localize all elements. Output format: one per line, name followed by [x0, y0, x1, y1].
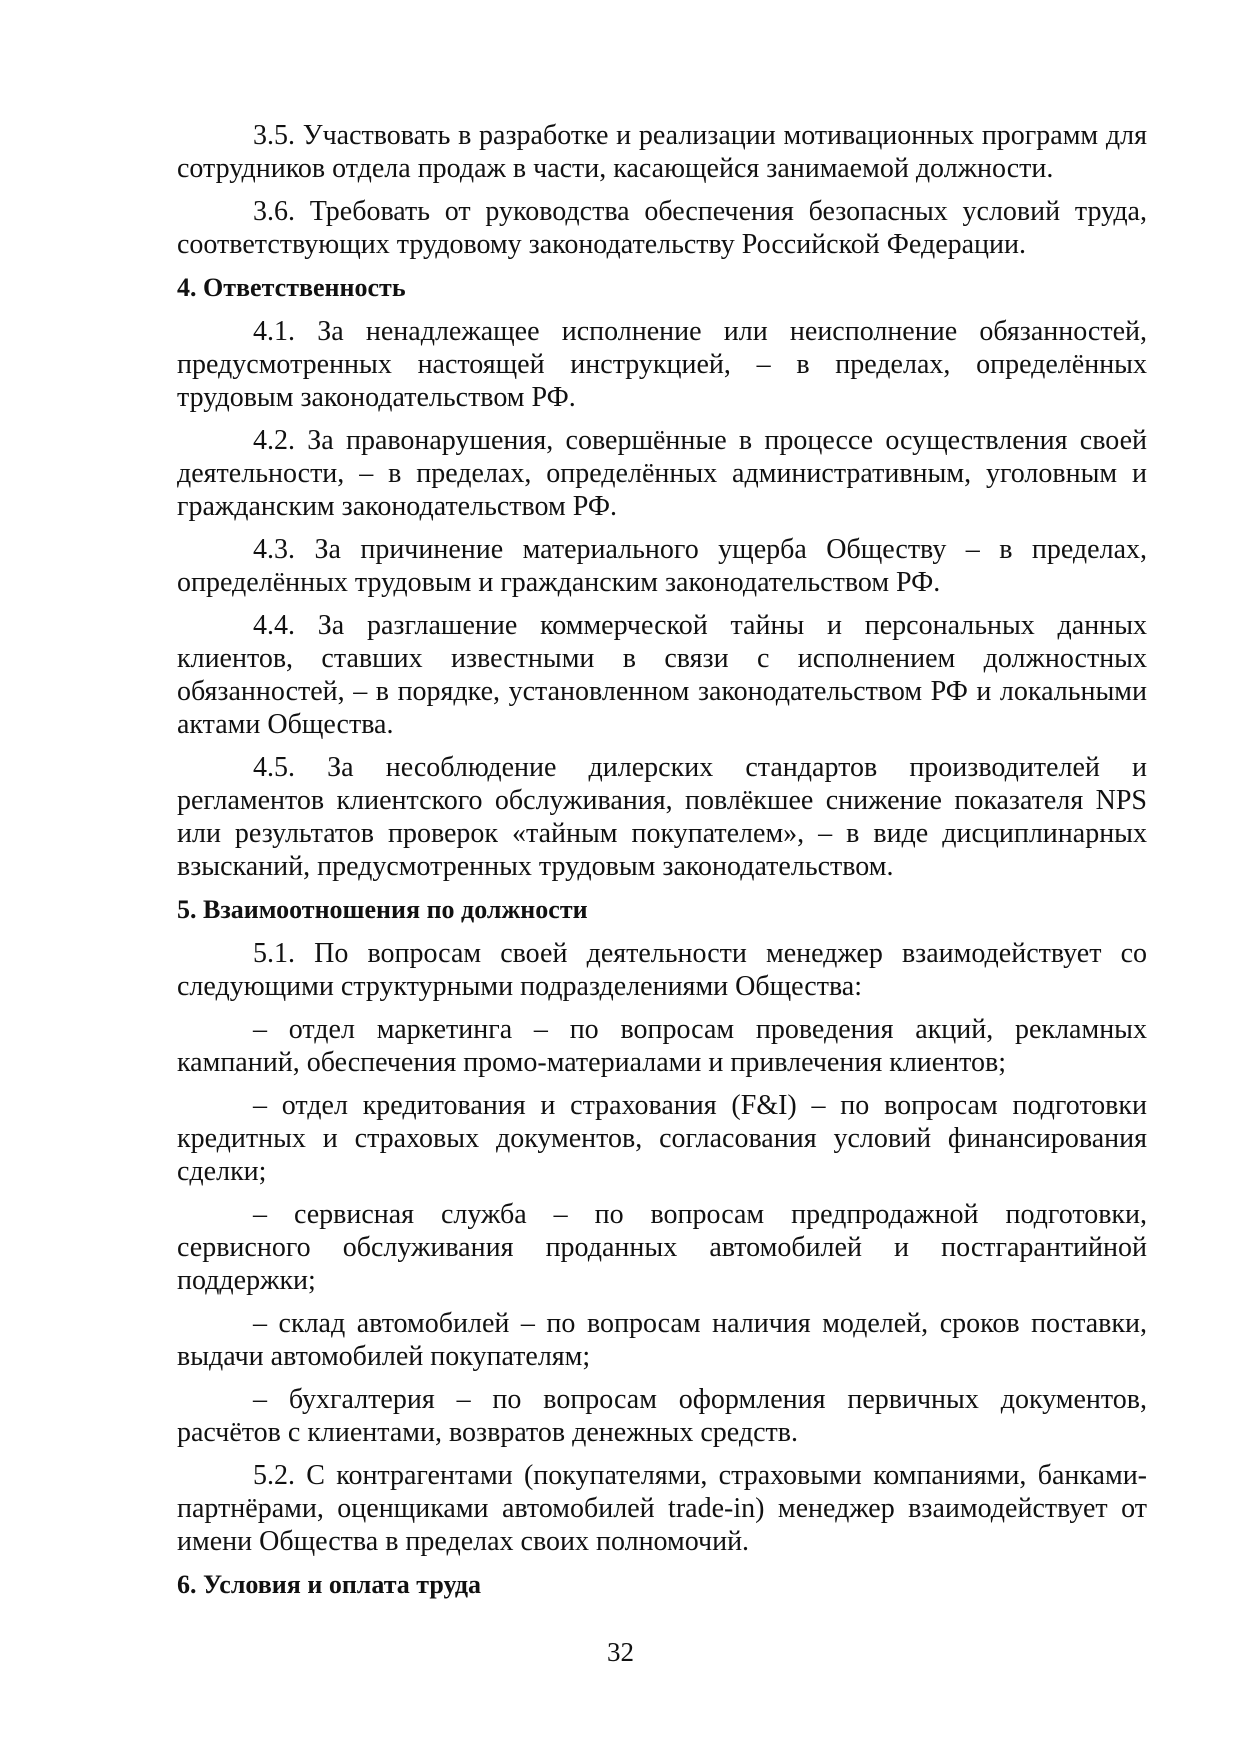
- list-item-service: – сервисная служба – по вопросам предпродажной подготовки, сервисного обслуживания проданных автомобилей и постгарантийной поддержки;: [177, 1199, 1147, 1296]
- section-heading-4: 4. Ответственность: [177, 273, 406, 302]
- section-heading-5: 5. Взаимоотношения по должности: [177, 895, 588, 924]
- list-item-credit-insurance: – отдел кредитования и страхования (F&I) – по вопросам подготовки кредитных и страховых документов, согласования условий финансирования сделки;: [177, 1090, 1147, 1187]
- paragraph-5-1: 5.1. По вопросам своей деятельности менеджер взаимодействует со следующими структурными подразделениями Общества:: [177, 938, 1147, 1002]
- paragraph-5-2: 5.2. С контрагентами (покупателями, страховыми компаниями, банками-партнёрами, оценщиками автомобилей trade-in) менеджер взаимодействует от имени Общества в пределах своих полномочий.: [177, 1460, 1147, 1557]
- document-body: [177, 119, 1147, 1612]
- paragraph-4-2: 4.2. За правонарушения, совершённые в процессе осуществления своей деятельности, – в пределах, определённых административным, уголовным и гражданским законодательством РФ.: [177, 425, 1147, 522]
- paragraph-4-1: 4.1. За ненадлежащее исполнение или неисполнение обязанностей, предусмотренных настоящей инструкцией, – в пределах, определённых трудовым законодательством РФ.: [177, 316, 1147, 413]
- page-number: 32: [607, 1637, 634, 1667]
- list-item-warehouse: – склад автомобилей – по вопросам наличия моделей, сроков поставки, выдачи автомобилей покупателям;: [177, 1308, 1147, 1372]
- list-item-accounting: – бухгалтерия – по вопросам оформления первичных документов, расчётов с клиентами, возвратов денежных средств.: [177, 1384, 1147, 1448]
- list-item-marketing: – отдел маркетинга – по вопросам проведения акций, рекламных кампаний, обеспечения промо-материалами и привлечения клиентов;: [177, 1014, 1147, 1078]
- paragraph-3-6: 3.6. Требовать от руководства обеспечения безопасных условий труда, соответствующих трудовому законодательству Российской Федерации.: [177, 196, 1147, 260]
- section-heading-6: 6. Условия и оплата труда: [177, 1570, 482, 1599]
- paragraph-4-5: 4.5. За несоблюдение дилерских стандартов производителей и регламентов клиентского обслуживания, повлёкшее снижение показателя NPS или результатов проверок «тайным покупателем», – в виде дисциплинарных взысканий, предусмотренных трудовым законодательством.: [177, 752, 1147, 882]
- paragraph-3-5: 3.5. Участвовать в разработке и реализации мотивационных программ для сотрудников отдела продаж в части, касающейся занимаемой должности.: [177, 120, 1147, 184]
- paragraph-4-4: 4.4. За разглашение коммерческой тайны и персональных данных клиентов, ставших известными в связи с исполнением должностных обязанностей, – в порядке, установленном законодательством РФ и локальными актами Общества.: [177, 610, 1147, 740]
- paragraph-4-3: 4.3. За причинение материального ущерба Обществу – в пределах, определённых трудовым и гражданским законодательством РФ.: [177, 534, 1147, 598]
